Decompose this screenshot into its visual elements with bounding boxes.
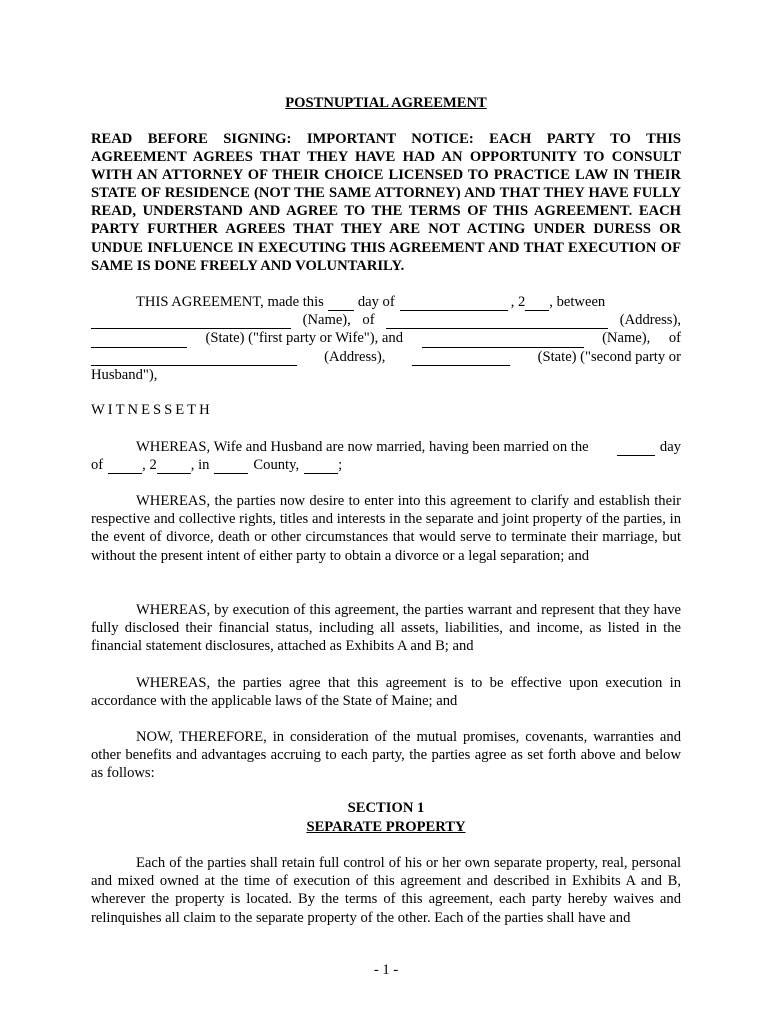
witnesseth-heading: WITNESSETH <box>91 402 213 418</box>
second-party-address-blank[interactable] <box>91 353 297 366</box>
second-party-name-blank[interactable] <box>422 335 584 348</box>
first-party-state-blank[interactable] <box>91 335 187 348</box>
address-label: (Address), <box>619 312 681 329</box>
married-year-prefix: , 2 <box>142 457 157 474</box>
state-second-label: (State) ("second party or <box>537 348 681 365</box>
intro-between: , between <box>549 294 606 310</box>
of-label-2: of <box>668 330 681 347</box>
husband-end: Husband"), <box>91 366 158 383</box>
married-day-label: day <box>659 439 681 455</box>
now-therefore-paragraph: NOW, THEREFORE, in consideration of the mutual promises, covenants, warranties and other benefits and advantages accruing to each party, the parties agree as set forth above and below as follows: <box>91 729 681 782</box>
of-label: of <box>362 312 375 329</box>
intro-day-of: day of <box>357 294 395 310</box>
year-blank[interactable] <box>525 298 549 311</box>
whereas-married <box>91 438 681 474</box>
agreement-intro <box>91 293 681 384</box>
section-1-heading <box>91 818 681 837</box>
married-month-blank[interactable] <box>108 461 142 474</box>
document-page <box>91 0 681 1024</box>
name-label: (Name), <box>302 312 351 329</box>
section-1-heading-text: SEPARATE PROPERTY <box>306 819 466 835</box>
married-year-blank[interactable] <box>157 461 191 474</box>
month-blank[interactable] <box>400 298 508 311</box>
intro-year-prefix: , 2 <box>510 294 526 310</box>
married-county-blank[interactable] <box>214 461 248 474</box>
day-blank[interactable] <box>328 298 354 311</box>
important-notice: READ BEFORE SIGNING: IMPORTANT NOTICE: EACH PARTY TO THIS AGREEMENT AGREES THAT THEY HAVE HAD AN OPPORTUNITY TO CONSULT WITH AN ATTORNEY OF THEIR CHOICE LICENSED TO PRACTICE LAW IN THEIR STATE OF RESIDENCE (NOT THE SAME ATTORNEY) AND THAT THEY HAVE FULLY READ, UNDERSTAND AND AGREE TO THE TERMS OF THIS AGREEMENT. EACH PARTY FURTHER AGREES THAT THEY ARE NOT ACTING UNDER DURESS OR UNDUE INFLUENCE IN EXECUTING THIS AGREEMENT AND THAT EXECUTION OF SAME IS DONE FREELY AND VOLUNTARILY. <box>91 131 681 274</box>
name-label-2: (Name), <box>602 330 651 347</box>
whereas-paragraph-clarify: WHEREAS, the parties now desire to enter into this agreement to clarify and establish their respective and collective rights, titles and interests in the separate and joint property of the parties, in the event of divorce, death or other circumstances that would serve to terminate their marriage, but without the present intent of either party to obtain a divorce or a legal separation; and <box>91 493 681 564</box>
section-1-number: SECTION 1 <box>347 800 425 816</box>
section-1-body: Each of the parties shall retain full control of his or her own separate property, real, personal and mixed owned at the time of execution of this agreement and described in Exhibits A and B, wherever the property is located. By the terms of this agreement, each party hereby waives and relinquishes all claim to the separate property of the other. Each of the parties shall have and <box>91 855 681 926</box>
whereas-paragraph-disclosure: WHEREAS, by execution of this agreement, the parties warrant and represent that they have fully disclosed their financial status, including all assets, liabilities, and income, as listed in the financial statement disclosures, attached as Exhibits A and B; and <box>91 602 681 655</box>
whereas-paragraph-effective: WHEREAS, the parties agree that this agreement is to be effective upon execution in accordance with the applicable laws of the State of Maine; and <box>91 675 681 710</box>
document-title: POSTNUPTIAL AGREEMENT <box>285 95 487 111</box>
intro-made-this: THIS AGREEMENT, made this <box>136 294 324 310</box>
married-of-label: of <box>91 457 104 474</box>
married-state-blank[interactable] <box>304 461 338 474</box>
second-party-state-blank[interactable] <box>412 353 510 366</box>
married-end: ; <box>338 457 343 474</box>
address-label-2: (Address), <box>324 348 386 365</box>
married-county-label: County, <box>253 457 300 474</box>
first-party-name-blank[interactable] <box>91 316 291 329</box>
first-party-address-blank[interactable] <box>386 316 608 329</box>
married-in-label: , in <box>190 457 210 474</box>
page-number: - 1 - <box>373 962 399 978</box>
married-day-blank[interactable] <box>617 443 655 456</box>
state-first-label: (State) ("first party or Wife"), and <box>205 330 403 347</box>
whereas-married-text: WHEREAS, Wife and Husband are now married, having been married on the <box>136 439 589 455</box>
